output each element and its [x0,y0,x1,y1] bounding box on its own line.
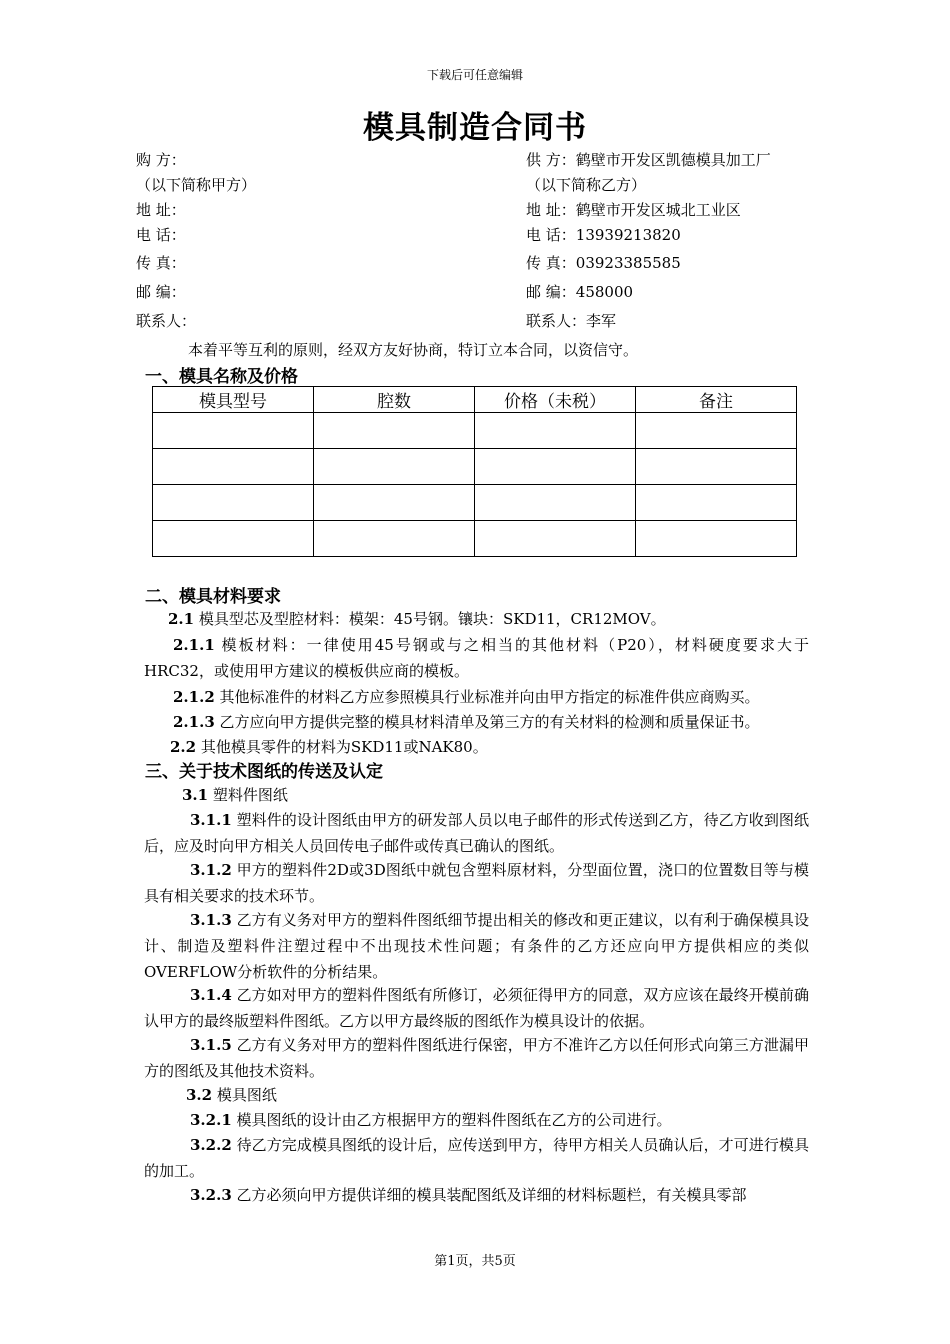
clause-text: 塑料件图纸 [208,786,288,804]
table-row [153,413,797,449]
clause-num: 2.1.2 [173,688,215,706]
clause-text: 模板材料：一律使用45号钢或与之相当的其他材料（P20），材料硬度要求大于HRC32，或使用甲方建议的模板供应商的模板。 [144,636,809,680]
clause-text: 模具图纸的设计由乙方根据甲方的塑料件图纸在乙方的公司进行。 [231,1111,672,1129]
clause-3-1-3 [144,907,809,985]
clause-text: 塑料件的设计图纸由甲方的研发部人员以电子邮件的形式传送到乙方，待乙方收到图纸后，应及时向甲方相关人员回传电子邮件或传真已确认的图纸。 [144,811,809,855]
table-cell [314,413,475,449]
supplier-fax-label: 传 真： [526,254,576,272]
page-title: 模具制造合同书 [363,110,587,146]
table-cell [636,413,797,449]
supplier-postcode-label: 邮 编： [526,283,576,301]
clause-3-1-2 [144,857,809,909]
clause-num: 2.1.3 [173,713,215,731]
clause-2-1 [144,606,809,632]
table-cell [153,413,314,449]
clause-num: 3.1.5 [190,1036,232,1054]
clause-num: 3.1.1 [190,811,232,829]
preamble: 本着平等互利的原则，经双方友好协商，特订立本合同，以资信守。 [188,341,639,359]
table-cell [153,485,314,521]
buyer-label: 购 方： [136,151,186,169]
clause-text: 乙方有义务对甲方的塑料件图纸进行保密，甲方不准许乙方以任何形式向第三方泄漏甲方的图纸及其他技术资料。 [144,1036,809,1080]
supplier-address-line [526,197,741,223]
supplier-fax: 03923385585 [575,254,681,272]
clause-num: 2.1 [168,610,195,628]
col-header-remark: 备注 [636,387,797,413]
table-cell [314,449,475,485]
clause-2-1-1 [144,632,809,684]
col-header-price: 价格（未税） [475,387,636,413]
clause-text: 乙方应向甲方提供完整的模具材料清单及第三方的有关材料的检测和质量保证书。 [214,713,760,731]
clause-num: 3.2.1 [190,1111,232,1129]
supplier-contact-line [526,308,616,334]
table-cell [314,485,475,521]
buyer-contact-label: 联系人： [136,312,197,330]
supplier-line [526,147,771,173]
table-cell [636,485,797,521]
clause-text: 乙方如对甲方的塑料件图纸有所修订，必须征得甲方的同意，双方应该在最终开模前确认甲方的最终版塑料件图纸。乙方以甲方最终版的图纸作为模具设计的依据。 [144,986,809,1030]
section3-heading: 三、关于技术图纸的传送及认定 [145,762,383,782]
buyer-postcode-label: 邮 编： [136,283,186,301]
clause-3-1-4 [144,982,809,1034]
supplier-address: 鹤壁市开发区城北工业区 [575,201,741,219]
supplier-phone-line [526,222,681,248]
clause-3-2-3 [144,1182,809,1208]
clause-num: 3.2 [186,1086,213,1104]
clause-num: 3.1.4 [190,986,232,1004]
clause-text: 乙方有义务对甲方的塑料件图纸细节提出相关的修改和更正建议，以有利于确保模具设计、制造及塑料件注塑过程中不出现技术性问题；有条件的乙方还应向甲方提供相应的类似OVERFLOW分析软件的分析结果。 [144,911,809,981]
supplier-address-label: 地 址： [526,201,576,219]
clause-num: 3.1.3 [190,911,232,929]
clause-3-1 [144,782,809,808]
clause-num: 3.2.2 [190,1136,232,1154]
clause-3-1-1 [144,807,809,859]
supplier-phone-label: 电 话： [526,226,576,244]
clause-text: 其他模具零件的材料为SKD11或NAK80。 [196,738,488,756]
clause-3-2 [144,1082,809,1108]
clause-3-2-1 [144,1107,809,1133]
supplier-fax-line [526,250,681,276]
clause-num: 2.1.1 [173,636,215,654]
buyer-fax-label: 传 真： [136,254,186,272]
clause-num: 2.2 [170,738,197,756]
table-cell [475,485,636,521]
table-row [153,449,797,485]
supplier-alias: （以下简称乙方） [526,176,647,194]
col-header-model: 模具型号 [153,387,314,413]
clause-2-1-3 [144,709,809,735]
table-cell [153,449,314,485]
table-cell [475,449,636,485]
supplier-phone: 13939213820 [575,226,681,244]
table-cell [153,521,314,557]
clause-text: 甲方的塑料件2D或3D图纸中就包含塑料原材料，分型面位置，浇口的位置数目等与模具有相关要求的技术环节。 [144,861,809,905]
clause-text: 待乙方完成模具图纸的设计后，应传送到甲方，待甲方相关人员确认后，才可进行模具的加工。 [144,1136,809,1180]
clause-text: 模具图纸 [212,1086,277,1104]
table-row [153,485,797,521]
clause-num: 3.1.2 [190,861,232,879]
clause-3-1-5 [144,1032,809,1084]
supplier-postcode-line [526,279,633,305]
buyer-alias: （以下简称甲方） [136,176,257,194]
supplier-label: 供 方： [526,151,576,169]
table-cell [475,521,636,557]
clause-num: 3.2.3 [190,1186,232,1204]
table-header-row [153,387,797,413]
mold-price-table [152,386,797,557]
col-header-cavity: 腔数 [314,387,475,413]
section1-heading: 一、模具名称及价格 [145,367,298,387]
supplier-contact-label: 联系人： [526,312,587,330]
clause-2-1-2 [144,684,809,710]
section2-heading: 二、模具材料要求 [145,587,281,607]
buyer-address-label: 地 址： [136,201,186,219]
clause-num: 3.1 [182,786,209,804]
table-cell [475,413,636,449]
table-cell [314,521,475,557]
table-cell [636,521,797,557]
buyer-phone-label: 电 话： [136,226,186,244]
supplier-postcode: 458000 [575,283,634,301]
clause-text: 乙方必须向甲方提供详细的模具装配图纸及详细的材料标题栏，有关模具零部 [231,1186,747,1204]
table-row [153,521,797,557]
supplier-contact: 李军 [586,312,617,330]
supplier-name: 鹤壁市开发区凯德模具加工厂 [575,151,771,169]
clause-text: 模具型芯及型腔材料：模架：45号钢。镶块：SKD11，CR12MOV。 [194,610,666,628]
header-note: 下载后可任意编辑 [426,68,523,82]
table-cell [636,449,797,485]
page-footer: 第1页，共5页 [434,1254,516,1269]
clause-text: 其他标准件的材料乙方应参照模具行业标准并向由甲方指定的标准件供应商购买。 [214,688,760,706]
clause-3-2-2 [144,1132,809,1184]
